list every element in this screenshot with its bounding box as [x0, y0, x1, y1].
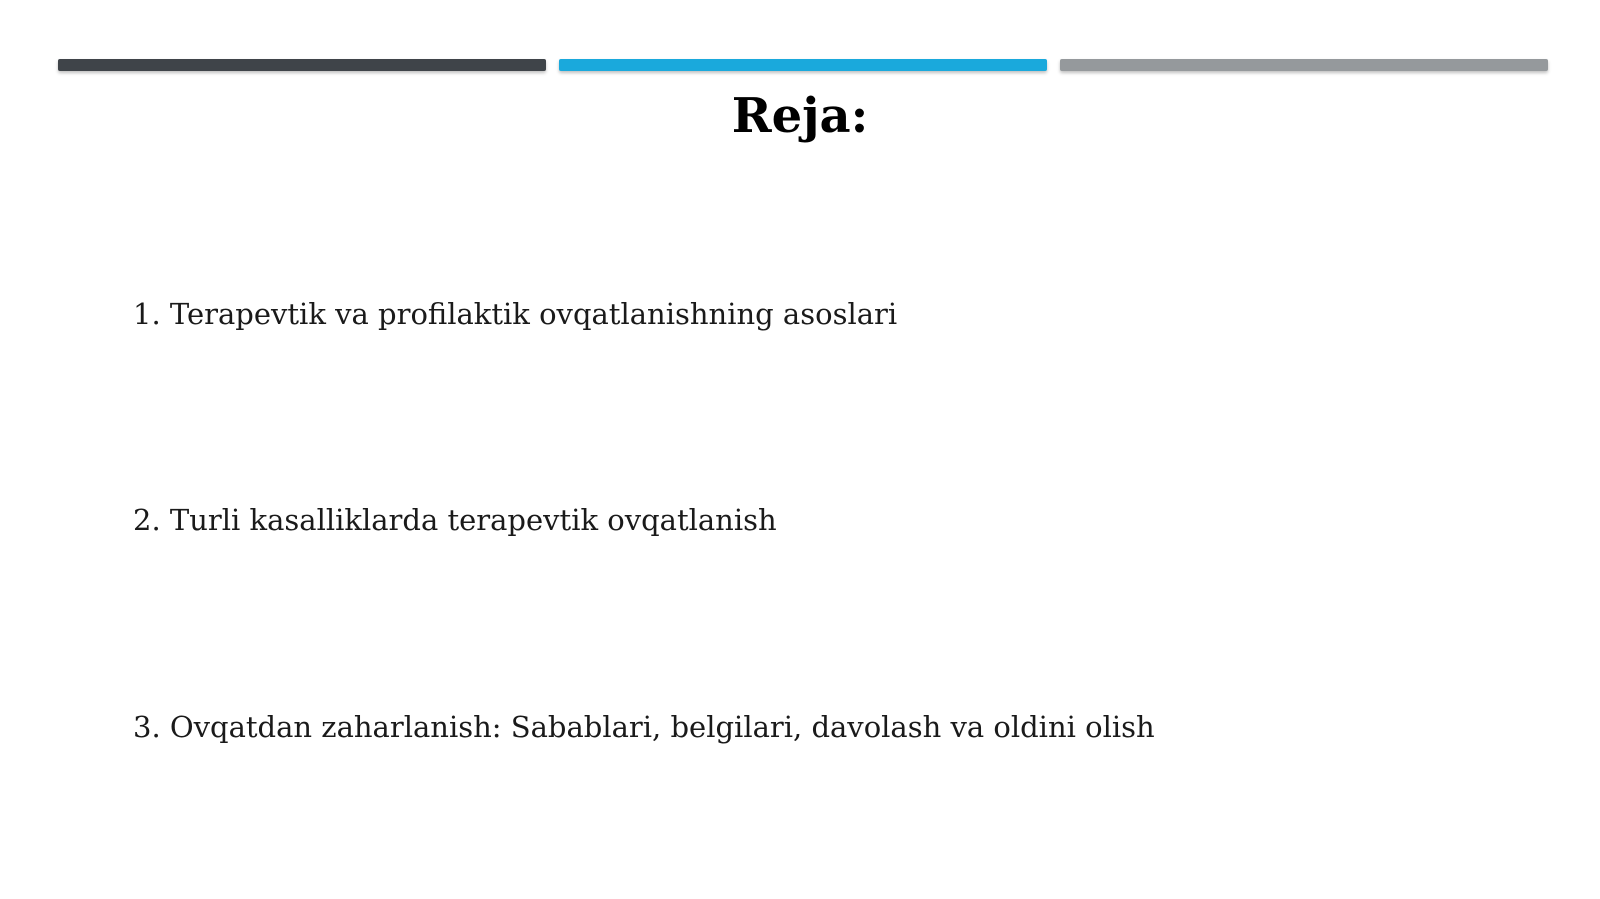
plan-item-1: 1. Terapevtik va profilaktik ovqatlanishning asoslari	[133, 297, 898, 331]
header-bar-gray	[1060, 59, 1548, 71]
slide-title: Reja:	[731, 88, 869, 144]
plan-item-2: 2. Turli kasalliklarda terapevtik ovqatlanish	[133, 503, 777, 537]
header-bar-blue	[559, 59, 1047, 71]
header-bar-dark	[58, 59, 546, 71]
plan-item-3: 3. Ovqatdan zaharlanish: Sabablari, belgilari, davolash va oldini olish	[133, 710, 1155, 744]
